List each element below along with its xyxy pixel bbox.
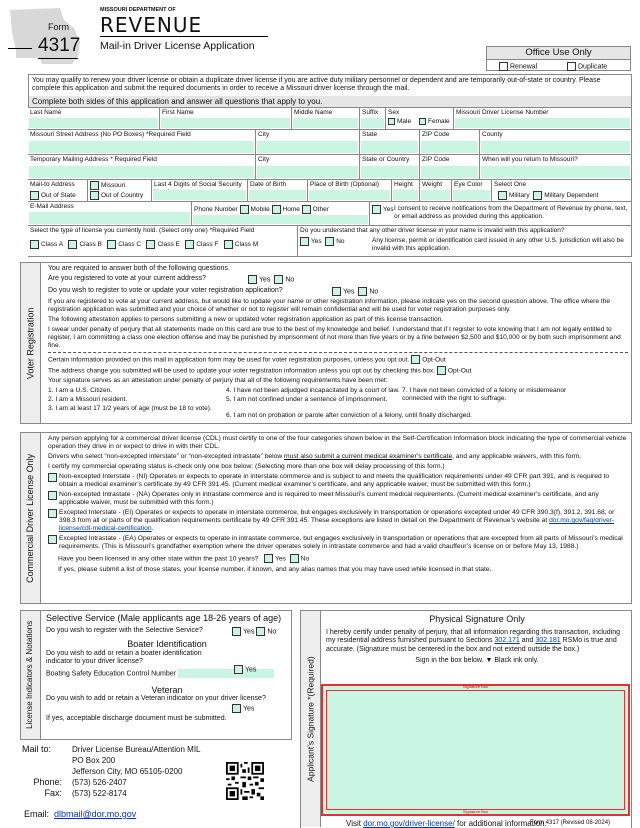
ssn-input[interactable] — [153, 190, 246, 200]
intro-text: You may qualify to renew your driver license or obtain a duplicate driver license if you are active duty military personnel or dependent and are temporarily out-of-state or country. Please complete this application and submit the required documents in order to receive a Missouri driver license through the mail. — [28, 74, 632, 97]
voter-update-no[interactable] — [358, 287, 367, 296]
boat-number-input[interactable] — [178, 669, 274, 678]
invalid-yes-checkbox[interactable] — [300, 237, 309, 246]
middle-name-input[interactable] — [293, 118, 358, 128]
phone-number: (573) 526-2407 — [72, 778, 127, 787]
class-options: Class A Class B Class C Class E Class F Class M — [30, 240, 295, 249]
dor-link[interactable]: dor.mo.gov/driver-license/ — [363, 819, 455, 828]
ss-yes-checkbox[interactable] — [232, 627, 241, 636]
indicators-tab: License Indicators & Notations — [21, 611, 41, 739]
temp-zip-input[interactable] — [421, 166, 478, 178]
section-302-171-link[interactable]: 302.171 — [494, 637, 520, 645]
form-label: Form — [48, 22, 69, 32]
section-302-181-link[interactable]: 302.181 — [535, 637, 561, 645]
voter-body: You are required to answer both of the following questions. Are you registered to vote at your current address? Yes No Do you wish to register to vote or update your voter registration application? Yes No If you are registered to vote at your current address, but would like to update your name or other registration information, please indicate yes on the second question above. The office where the registration application was submitted and your choice of whether or not to register will remain confidential and will be used for voter registration purposes only. The following attestation applies to persons submitting a new or updated voter registration application as part of this license transaction. I swear under penalty of perjury that all statements made on this card are true to the best of my knowledge and belief. I understand that if I register to vote knowing that I am not legally entitled to register, I am committing a class one election offense and may be punished by imprisonment of not more than five years or by a fine between $2,500 and $10,000 or by both such imprisonment and fine. Certain information provided on this mail in application form may be used for voter registration purposes, unless you opt out. Opt-Out The address change you submitted will be used to update your voter registration information unless you opt out by checking this box. Opt-Out Your signature serves as an attestation under penalty of perjury that all of the following requirements have been met: 1. I am a U.S. Citizen. 2. I am a Missouri resident. 3. I am at least 17 1/2 years of age (must be 18 to vote). 4. I have not been adjudged incapacitated by a court of law. 5. I am not confined under a sentence of imprisonment. 7. I have not been convicted of a felony or misdemeanor connected with the right to suffrage. — [48, 265, 628, 415]
cdl-ni-checkbox[interactable] — [48, 473, 57, 482]
male-checkbox[interactable] — [388, 118, 395, 125]
form-number: 4317 — [38, 35, 78, 59]
temp-state-input[interactable] — [361, 166, 418, 178]
cdl-na-checkbox[interactable] — [48, 491, 57, 500]
email-input[interactable] — [29, 212, 190, 224]
female-checkbox[interactable] — [419, 118, 426, 125]
voter-registered-no[interactable] — [274, 275, 283, 284]
mail-to-label: Mail to: — [22, 744, 52, 754]
return-date-input[interactable] — [481, 166, 630, 178]
consent-checkbox[interactable] — [372, 205, 381, 214]
dl-number-input[interactable] — [455, 118, 630, 128]
form-revision: Form 4317 (Revised 08-2024) — [530, 820, 611, 826]
licensed-yes-checkbox[interactable] — [264, 554, 273, 563]
temp-city-input[interactable] — [257, 166, 358, 178]
cdl-link[interactable]: dor.mo.gov/faq/driver-license/cdl-medical-certification — [59, 517, 615, 533]
class-b-checkbox[interactable] — [68, 240, 77, 249]
class-m-checkbox[interactable] — [224, 240, 233, 249]
instruction: Complete both sides of this application and answer all questions that apply to you. — [28, 96, 632, 108]
out-of-country-checkbox[interactable] — [90, 191, 99, 200]
height-input[interactable] — [393, 190, 418, 200]
opt-out-1-checkbox[interactable] — [411, 355, 420, 364]
state-input[interactable] — [361, 141, 418, 153]
boat-yes-checkbox[interactable] — [234, 665, 243, 674]
other-checkbox[interactable] — [302, 205, 311, 214]
dob-input[interactable] — [249, 190, 306, 200]
voter-registered-yes[interactable] — [248, 275, 257, 284]
missouri-checkbox[interactable] — [90, 181, 99, 190]
voter-update-yes[interactable] — [332, 287, 341, 296]
voter-tab: Voter Registration — [21, 263, 41, 423]
dept-name: MISSOURI DEPARTMENT OF — [100, 7, 176, 13]
dependent-checkbox[interactable] — [533, 191, 542, 200]
phone-input[interactable] — [193, 215, 368, 224]
invalid-no-checkbox[interactable] — [325, 237, 334, 246]
home-checkbox[interactable] — [272, 205, 281, 214]
ss-no-checkbox[interactable] — [256, 627, 265, 636]
indicators-body: Selective Service (Male applicants age 18-26 years of age) Do you wish to register with the Selective Service? Yes No Boater Identification Do you wish to add or retain a boater identification indicator to your driver license? Yes Boating Safety Education Control Number Veteran Do you wish to add or retain a Veteran indicator on your driver license? Yes If yes, acceptable discharge document must be submitted. — [46, 613, 282, 723]
class-a-checkbox[interactable] — [30, 240, 39, 249]
cdl-body: Any person applying for a commercial driver license (CDL) must certify to one of the four categories shown below in the Self-Certification Information block indicating the type of commercial vehicle operation they drive in or expect to drive in with their CDL. Drivers who select “non-excepted interstate” or “non-excepted intrastate” below must also submit a current medical examiner’s certificate, and any applicable waivers, with this form. I certify my commercial operating status is-check only one box below: (Selecting more than one box will delay processing of this form.) Non-excepted Interstate - (NI) Operates or expects to operate in interstate commerce and is subject to and meets the qualification requirements under 49 CFR part 391, and is required to obtain a medical examiner’s certificate by 49 CFR 391.45. (Current medical examiner’s certificate, and any applicable waiver, must be submitted with this form.) Non-excepted Intrastate - (NA) Operates only in intrastate commerce and is required to meet Missouri’s current medical requirements. (Current medical examiner’s certificate, and any applicable waiver, must be submitted with this form.) Excepted Interstate - (EI) Operates or expects to operate in interstate commerce, but engages exclusively in transportation or operations excepted under 49 CFR 390.3(f), 391.2, 391.68, or 398.3 from all or parts of the qualification requirements certificate by 49 CFR 391.45. These exceptions are listed in detail on the Department of Revenue’s website at dor.mo.gov/faq/driver-license/cdl-medical-certification. Excepted Intrastate - (EA) Operates or expects to operate in intrastate commerce, but engages exclusively in transportation or operations that are excepted from all parts of Missouri’s medical requirements. (This is Missouri’s grandfather exemption where the driver operates solely in intrastate commerce and had a valid chauffeur’s license on or before May 13, 1988.) Have you been licensed in any other state within the past 10 years? Yes No If yes, please submit a list of those states, your license number, if known, and any alias names that you may have used while licensed in that state. — [48, 435, 627, 573]
cdl-ei-checkbox[interactable] — [48, 509, 57, 518]
revenue-logo: REVENUE — [100, 13, 203, 37]
opt-out-2-checkbox[interactable] — [437, 366, 446, 375]
footer-visit: Visit dor.mo.gov/driver-license/ for additional information. — [346, 819, 547, 828]
mobile-checkbox[interactable] — [240, 205, 249, 214]
page-title: Mail-in Driver License Application — [100, 40, 255, 52]
last-name-input[interactable] — [29, 118, 158, 128]
class-e-checkbox[interactable] — [146, 240, 155, 249]
email-link[interactable]: dlbmail@dor.mo.gov — [54, 809, 137, 819]
class-f-checkbox[interactable] — [185, 240, 194, 249]
office-use-box: Office Use Only Renewal Duplicate — [486, 46, 631, 71]
street-input[interactable] — [29, 141, 254, 153]
class-c-checkbox[interactable] — [107, 240, 116, 249]
county-input[interactable] — [481, 141, 630, 153]
signature-body: Physical Signature Only I hereby certify under penalty of perjury, that all information regarding this transaction, including my residential address furnished pursuant to Sections 302.171 and 302.181 RSMo is true and accurate. (Signature must be centered in the box and not extend outside the box.) Sign in the box below. ▼ Black ink only. — [326, 614, 621, 664]
vet-yes-checkbox[interactable] — [232, 704, 241, 713]
weight-input[interactable] — [421, 190, 450, 200]
signature-tab: Applicant’s Signature *(Required) — [301, 611, 321, 827]
qr-code-icon — [226, 762, 264, 800]
first-name-input[interactable] — [161, 118, 290, 128]
signature-box[interactable]: Signature Box Signature Box — [321, 684, 630, 816]
cdl-tab: Commercial Driver License Only — [21, 433, 41, 603]
eye-color-input[interactable] — [453, 190, 490, 200]
last-name-cell: Last Name — [28, 108, 160, 130]
mail-address: Driver License Bureau/Attention MIL PO Box 200 Jefferson City, MO 65105-0200 — [72, 745, 201, 776]
city-input[interactable] — [257, 141, 358, 153]
pob-input[interactable] — [309, 190, 390, 200]
temp-address-input[interactable] — [29, 166, 254, 178]
suffix-input[interactable] — [361, 118, 384, 128]
licensed-no-checkbox[interactable] — [290, 554, 299, 563]
fax-number: (573) 522-8174 — [72, 789, 127, 798]
zip-input[interactable] — [421, 141, 478, 153]
cdl-ea-checkbox[interactable] — [48, 535, 57, 544]
military-checkbox[interactable] — [498, 191, 507, 200]
out-of-state-checkbox[interactable] — [30, 191, 39, 200]
